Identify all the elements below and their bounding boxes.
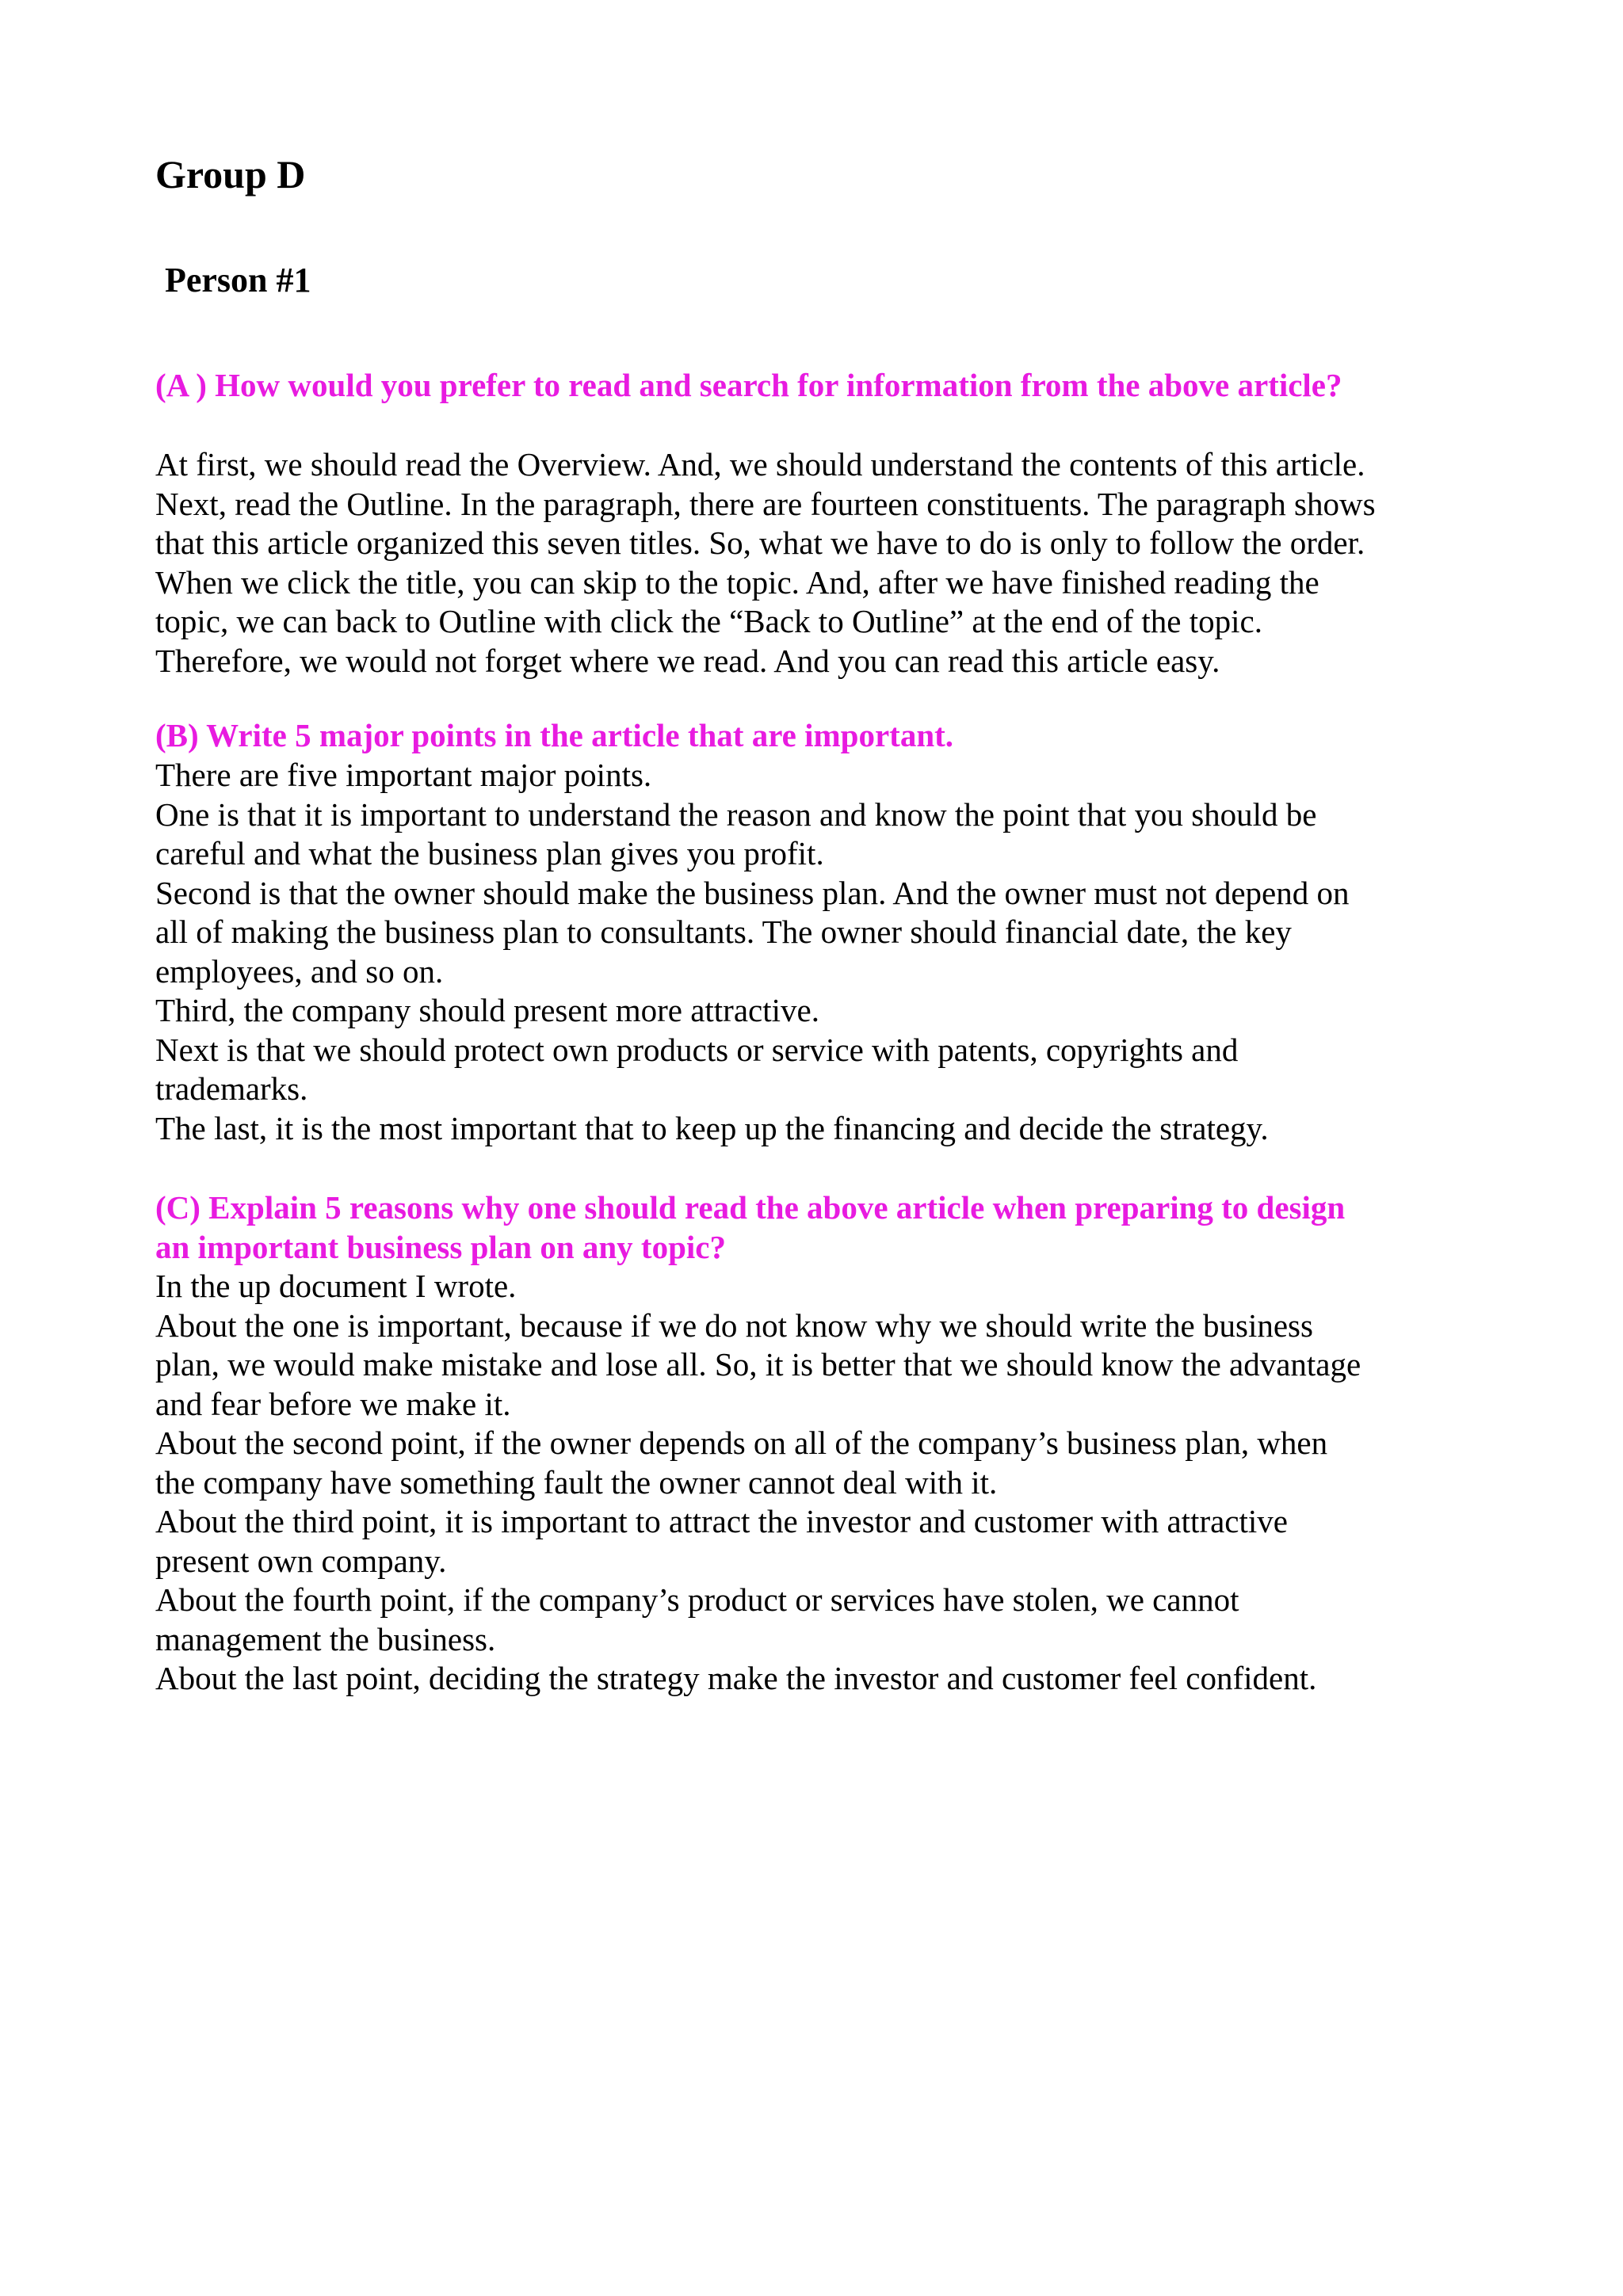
question-c-line: (C) Explain 5 reasons why one should read the above article when preparing to design	[155, 1189, 1346, 1226]
answer-c-line: plan, we would make mistake and lose all. So, it is better that we should know the advantage	[155, 1346, 1361, 1383]
question-c	[155, 1188, 1503, 1267]
answer-c-line: In the up document I wrote.	[155, 1268, 517, 1304]
answer-c-line: and fear before we make it.	[155, 1385, 511, 1422]
answer-c-line: management the business.	[155, 1620, 496, 1657]
person-heading: Person #1	[165, 261, 311, 299]
question-c-line: an important business plan on any topic?	[155, 1228, 726, 1265]
answer-a-line: topic, we can back to Outline with click the “Back to Outline” at the end of the topic.	[155, 603, 1262, 639]
answer-b-line: trademarks.	[155, 1070, 308, 1107]
question-b	[155, 716, 1503, 756]
answer-a-line: Next, read the Outline. In the paragraph, there are fourteen constituents. The paragraph shows	[155, 485, 1376, 522]
question-b-line: (B) Write 5 major points in the article that are important.	[155, 717, 954, 753]
answer-c-line: the company have something fault the owner cannot deal with it.	[155, 1463, 998, 1501]
answer-b-line: Third, the company should present more attractive.	[155, 992, 819, 1028]
question-a	[155, 366, 1503, 406]
answer-b-line: One is that it is important to understand the reason and know the point that you should be	[155, 795, 1317, 833]
answer-b-line: Next is that we should protect own products or service with patents, copyrights and	[155, 1031, 1239, 1068]
answer-b-line: There are five important major points.	[155, 757, 652, 793]
question-a-line: (A ) How would you prefer to read and search for information from the above article?	[155, 367, 1342, 403]
answer-c-line: About the one is important, because if we do not know why we should write the business	[155, 1306, 1313, 1344]
answer-b-line: Second is that the owner should make the business plan. And the owner must not depend on	[155, 874, 1350, 911]
answer-b-line: careful and what the business plan gives you profit.	[155, 835, 824, 871]
answer-b-line: all of making the business plan to consultants. The owner should financial date, the key	[155, 913, 1292, 950]
answer-a	[155, 445, 1503, 681]
answer-a-line: When we click the title, you can skip to the topic. And, after we have finished reading the	[155, 563, 1319, 601]
answer-b	[155, 756, 1503, 1148]
answer-a-line: that this article organized this seven titles. So, what we have to do is only to follow the order.	[155, 524, 1365, 561]
document-title: Group D	[155, 152, 306, 196]
answer-a-line: Therefore, we would not forget where we read. And you can read this article easy.	[155, 642, 1220, 679]
answer-b-line: employees, and so on.	[155, 952, 444, 990]
answer-b-line: The last, it is the most important that to keep up the financing and decide the strategy.	[155, 1109, 1269, 1146]
answer-c-line: About the third point, it is important to attract the investor and customer with attractive	[155, 1503, 1288, 1539]
answer-c-line: About the fourth point, if the company’s product or services have stolen, we cannot	[155, 1581, 1239, 1618]
answer-c-line: About the last point, deciding the strategy make the investor and customer feel confident.	[155, 1660, 1317, 1696]
answer-a-line: At first, we should read the Overview. And, we should understand the contents of this article.	[155, 446, 1365, 482]
answer-c-line: About the second point, if the owner depends on all of the company’s business plan, when	[155, 1425, 1328, 1461]
answer-c	[155, 1267, 1503, 1699]
answer-c-line: present own company.	[155, 1542, 447, 1579]
